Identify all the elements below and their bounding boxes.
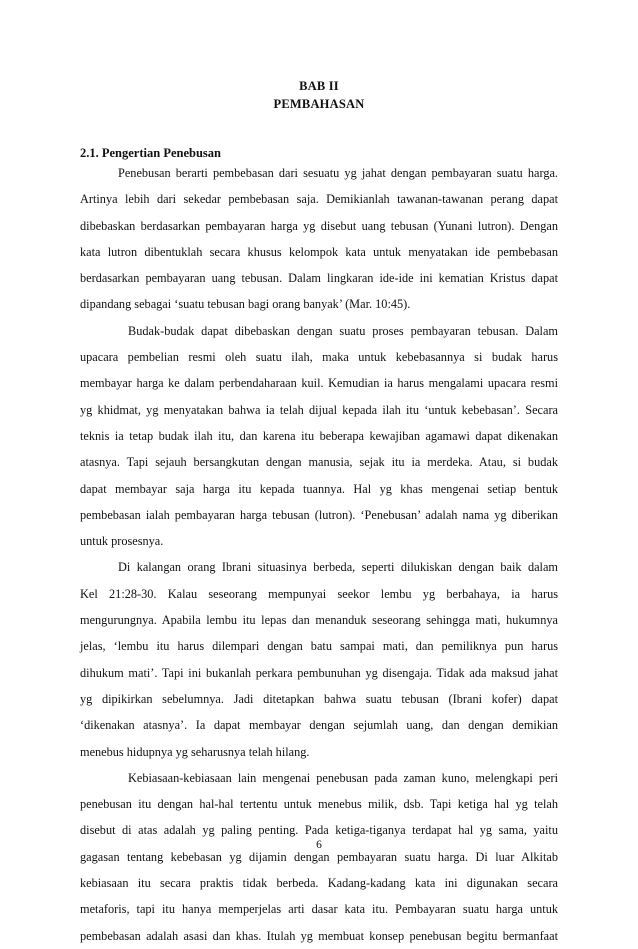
paragraph-2-line: membayar harga ke dalam perbendaharaan kuil. Kemudian ia harus mengalami upacara resmi [80, 376, 558, 391]
paragraph-1-line: kata lutron dibentuklah secara khusus kelompok kata untuk menyatakan ide pembebasan [80, 244, 558, 259]
paragraph-1-line: dibebaskan berdasarkan pembayaran harga yg disebut uang tebusan (Yunani lutron). Dengan [80, 218, 558, 233]
paragraph-4-line: gagasan tentang kebebasan yg dijamin dengan pembayaran suatu harga. Di luar Alkitab [80, 849, 558, 864]
paragraph-3-line: Kel 21:28-30. Kalau seseorang mempunyai seekor lembu yg berbahaya, ia harus [80, 586, 558, 601]
paragraph-2-line: yg khidmat, yg menyatakan bahwa ia telah dijual kepada ilah itu ‘untuk kebebasan’. Secara [80, 402, 558, 417]
paragraph-2-line: upacara pembelian resmi oleh suatu ilah, maka untuk kebebasannya si budak harus [80, 350, 558, 365]
paragraph-3-line: ‘dikenakan atasnya’. Ia dapat membayar dengan sejumlah uang, dan dengan demikian [80, 718, 558, 733]
paragraph-1-line: Artinya lebih dari sekedar pembebasan saja. Demikianlah tawanan-tawanan perang dapat [80, 192, 558, 207]
paragraph-3-line: Di kalangan orang Ibrani situasinya berbeda, seperti dilukiskan dengan baik dalam [118, 560, 558, 575]
paragraph-3-line: mengurungnya. Apabila lembu itu lepas dan menanduk seseorang sehingga mati, hukumnya [80, 613, 558, 628]
paragraph-2-line: teknis ia tetap budak ilah itu, dan karena itu beberapa kewajiban agamawi dapat dikenakan [80, 428, 558, 443]
paragraph-2-line: atasnya. Tapi sejauh bersangkutan dengan manusia, sejak itu ia merdeka. Atau, si budak [80, 455, 558, 470]
chapter-heading: BAB II [299, 79, 339, 93]
paragraph-3-line: yg dipikirkan sebelumnya. Jadi ditetapkan bahwa suatu tebusan (Ibrani kofer) dapat [80, 691, 558, 706]
paragraph-4-line: kebiasaan itu secara praktis tidak berbeda. Kadang-kadang kata ini digunakan secara [80, 876, 558, 891]
paragraph-4-line: Kebiasaan-kebiasaan lain mengenai penebusan pada zaman kuno, melengkapi peri [128, 770, 558, 785]
paragraph-4-line: pembebasan adalah asasi dan khas. Itulah yg membuat konsep penebusan begitu bermanfaat [80, 928, 558, 943]
paragraph-2-line: pembebasan ialah pembayaran harga tebusan (lutron). ‘Penebusan’ adalah nama yg diberikan [80, 507, 558, 522]
paragraph-4-line: metaforis, tapi itu hanya memperjelas arti dasar kata itu. Pembayaran suatu harga untuk [80, 902, 558, 917]
section-title: 2.1. Pengertian Penebusan [80, 146, 221, 160]
paragraph-3-line: jelas, ‘lembu itu harus dilempari dengan batu sampai mati, dan pemiliknya pun harus [80, 639, 558, 654]
paragraph-2-line: untuk prosesnya. [80, 534, 164, 549]
paragraph-1-line: Penebusan berarti pembebasan dari sesuatu yg jahat dengan pembayaran suatu harga. [118, 166, 558, 180]
paragraph-4-line: penebusan itu dengan hal-hal tertentu untuk menebus milik, dsb. Tapi ketiga hal yg telah [80, 797, 558, 812]
paragraph-2-line: dapat membayar saja harga itu kepada tuannya. Hal yg khas mengenai setiap bentuk [80, 481, 558, 496]
paragraph-3-line: dihukum mati’. Tapi ini bukanlah perkara pembunuhan yg disengaja. Tidak ada maksud jahat [80, 665, 558, 680]
chapter-title: PEMBAHASAN [273, 97, 365, 111]
paragraph-1-line: berdasarkan pembayaran uang tebusan. Dalam lingkaran ide-ide ini kematian Kristus dapat [80, 271, 558, 286]
body-text [80, 160, 558, 949]
paragraph-3-line: menebus hidupnya yg seharusnya telah hilang. [80, 744, 310, 759]
page-number: 6 [316, 839, 322, 851]
paragraph-2-line: Budak-budak dapat dibebaskan dengan suatu proses pembayaran tebusan. Dalam [128, 323, 558, 338]
paragraph-4-line: disebut di atas adalah yg paling penting. Pada ketiga-tiganya terdapat hal yg sama, yaitu [80, 823, 558, 838]
paragraph-1-line: dipandang sebagai ‘suatu tebusan bagi orang banyak’ (Mar. 10:45). [80, 297, 411, 312]
